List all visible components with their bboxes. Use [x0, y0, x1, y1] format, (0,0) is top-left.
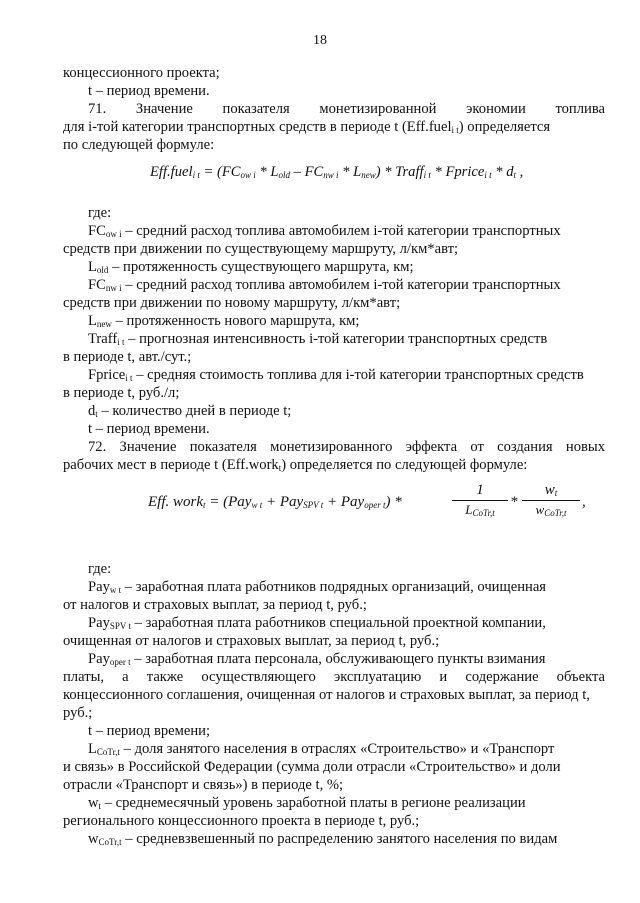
definition-dt: $d_t$ – количество дней в периоде t;: [88, 403, 292, 419]
paragraph-71-line2: для i-той категории транспортных средств в периоде t (Eff.fuel$_{i t}$) определяется: [63, 119, 551, 135]
fraction-1-over-lcotr: 1 $L_{CoTr,t}$: [452, 482, 508, 518]
definition-pay-oper-cont: руб.;: [63, 705, 93, 721]
definition-pay-w-cont: от налогов и страховых выплат, за период t, руб.;: [63, 597, 367, 613]
definition-pay-oper-cont: платы, а также осуществляющего эксплуатацию и содержание объекта: [63, 669, 605, 685]
where-label: где:: [88, 205, 112, 221]
definition-lcotr-cont: и связь» в Российской Федерации (сумма доли отрасли «Строительство» и доли: [63, 759, 561, 775]
definition-fc-ow: $FC_{ow i}$ – средний расход топлива автомобилем i-той категории транспортных: [88, 223, 561, 239]
definition-pay-oper-cont: концессионного соглашения, очищенная от налогов и страховых выплат, за период t,: [63, 687, 590, 703]
paragraph-72-line2: рабочих мест в периоде t (Eff.work$_t$) определяется по следующей формуле:: [63, 457, 528, 473]
definition-l-old: $L_{old}$ – протяженность существующего маршрута, км;: [88, 259, 414, 275]
where-label: где:: [88, 561, 112, 577]
definition-fc-nw: $FC_{nw i}$ – средний расход топлива автомобилем i-той категории транспортных: [88, 277, 561, 293]
definition-fprice-cont: в периоде t, руб./л;: [63, 385, 180, 401]
definition-t: t – период времени.: [88, 421, 210, 437]
page-number: 18: [313, 33, 327, 48]
paragraph-71-line3: по следующей формуле:: [63, 137, 215, 153]
definition-fc-ow-cont: средств при движении по существующему маршруту, л/км*авт;: [63, 241, 459, 257]
definition-t: t – период времени;: [88, 723, 211, 739]
definition-lcotr: $L_{CoTr,t}$ – доля занятого населения в отраслях «Строительство» и «Транспорт: [88, 741, 555, 757]
paragraph-71-line1: 71. Значение показателя монетизированной экономии топлива: [88, 101, 605, 117]
text-line: t – период времени.: [88, 83, 210, 99]
definition-pay-spv-cont: очищенная от налогов и страховых выплат, за период t, руб.;: [63, 633, 440, 649]
definition-l-new: $L_{new}$ – протяженность нового маршрута, км;: [88, 313, 360, 329]
definition-pay-spv: Pay$_{SPV t}$ – заработная плата работников специальной проектной компании,: [88, 615, 546, 631]
definition-lcotr-cont: отрасли «Транспорт и связь») в периоде t, %;: [63, 777, 344, 793]
definition-traff-cont: в периоде t, авт./сут.;: [63, 349, 192, 365]
formula-eff-fuel: Eff.fuel$_{i t}$ = $(FC_{ow i} * L_{old} - FC_{nw i} * L_{new})$ * Traff$_{i t}$ * Fprice$_{i t}$ * $d_t$ ,: [150, 164, 524, 180]
definition-pay-w: Pay$_{w t}$ – заработная плата работников подрядных организаций, очищенная: [88, 579, 547, 595]
definition-fprice: Fprice$_{i t}$ – средняя стоимость топлива для i-той категории транспортных средств: [88, 367, 584, 383]
text-line: концессионного проекта;: [63, 65, 220, 81]
definition-wt: $w_t$ – среднемесячный уровень заработной платы в регионе реализации: [88, 795, 526, 811]
definition-wcotr: $w_{CoTr,t}$ – средневзвешенный по распределению занятого населения по видам: [88, 831, 558, 847]
paragraph-72-line1: 72. Значение показателя монетизированного эффекта от создания новых: [88, 439, 605, 455]
definition-traff: Traff$_{i t}$ – прогнозная интенсивность i-той категории транспортных средств: [88, 331, 548, 347]
multiply-sign: *: [510, 494, 518, 510]
formula-end-comma: ,: [582, 494, 586, 510]
formula-eff-work-main: Eff. work$_t$ = (Pay$_{w t}$ + Pay$_{SPV t}$ + Pay$_{oper t}$) *: [148, 494, 402, 510]
definition-fc-nw-cont: средств при движении по новому маршруту, л/км*авт;: [63, 295, 401, 311]
formula-eff-work: [148, 482, 586, 530]
definition-wt-cont: регионального концессионного проекта в периоде t, руб.;: [63, 813, 420, 829]
definition-pay-oper: Pay$_{oper t}$ – заработная плата персонала, обслуживающего пункты взимания: [88, 651, 546, 667]
fraction-wt-over-wcotr: $w_t$ $w_{CoTr,t}$: [522, 482, 580, 518]
